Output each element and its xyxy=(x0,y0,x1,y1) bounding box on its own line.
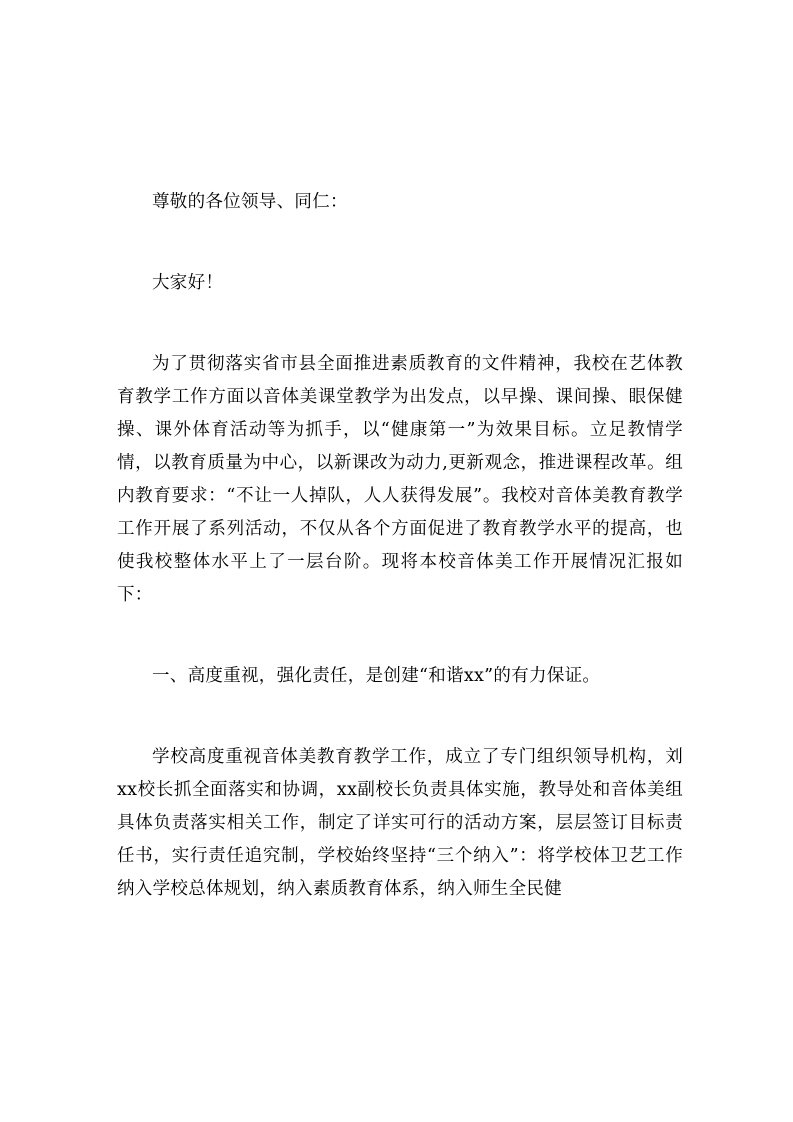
hello-line: 大家好！ xyxy=(152,273,224,293)
section-paragraph: 学校高度重视音体美教育教学工作，成立了专门组织领导机构，刘xx校长抓全面落实和协调，xx副校长负责具体实施，教导处和音体美组具体负责落实相关工作，制定了详实可行的活动方案，层层签订目标责任书，实行责任追究制，学校始终坚持“三个纳入”：将学校体卫艺工作纳入学校总体规划，纳入素质教育体系，纳入师生全民健 xyxy=(117,747,683,899)
intro-paragraph: 为了贯彻落实省市县全面推进素质教育的文件精神，我校在艺体教育教学工作方面以音体美课堂教学为出发点，以早操、课间操、眼保健操、课外体育活动等为抓手，以“健康第一”为效果目标。立足教情学情，以教育质量为中心，以新课改为动力,更新观念，推进课程改革。组内教育要求：“不让一人掉队，人人获得发展”。我校对音体美教育教学工作开展了系列活动，不仅从各个方面促进了教育教学水平的提高，也使我校整体水平上了一层台阶。现将本校音体美工作开展情况汇报如下： xyxy=(117,354,683,605)
greeting-line: 尊敬的各位领导、同仁： xyxy=(152,192,348,212)
section-heading: 一、高度重视，强化责任，是创建“和谐xx”的有力保证。 xyxy=(152,666,601,686)
document-body xyxy=(117,186,683,906)
